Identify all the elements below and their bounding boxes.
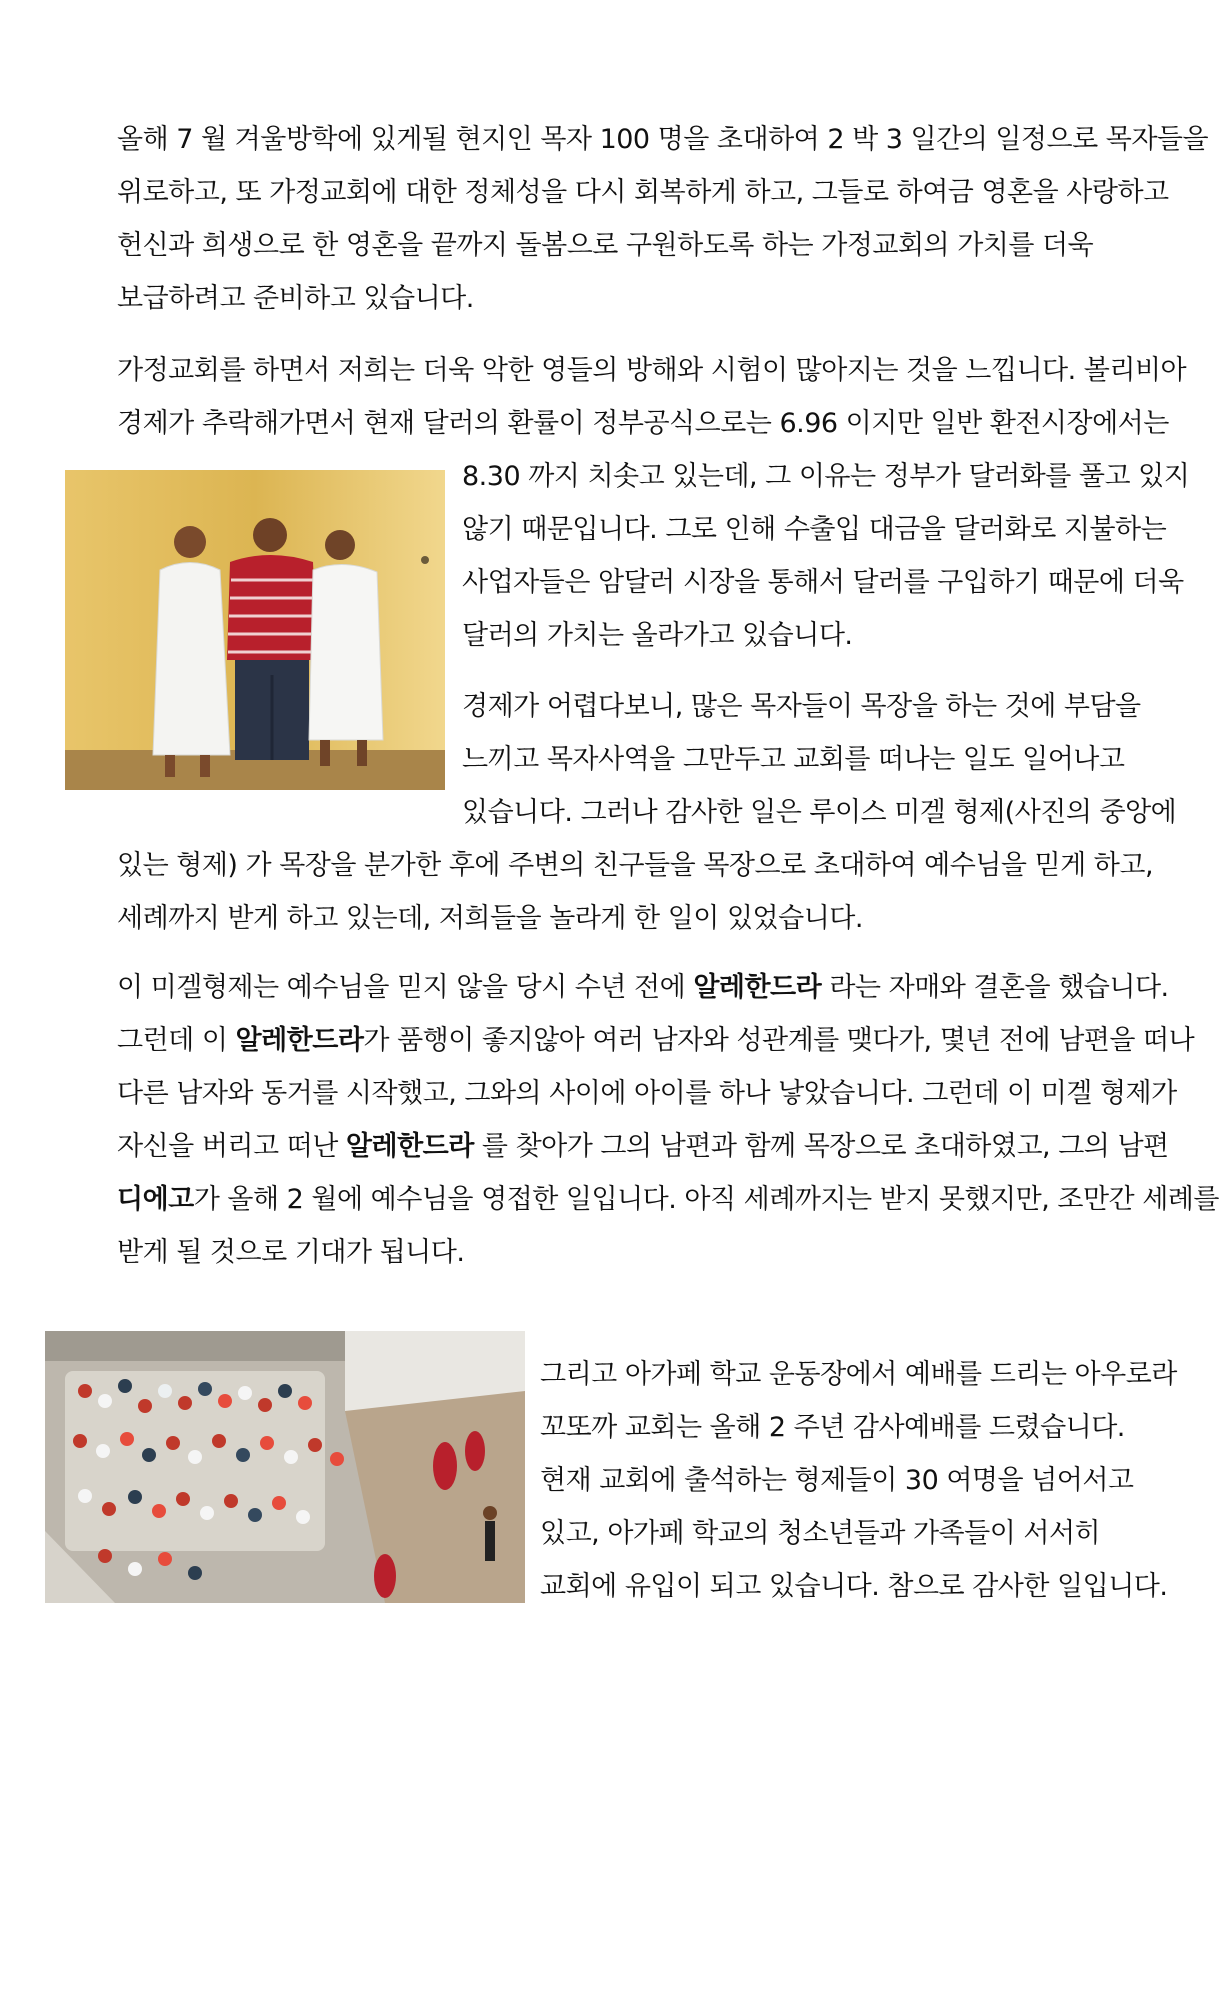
- text-line: 올해 7 월 겨울방학에 있게될 현지인 목자 100 명을 초대하여 2 박 3 일간의 일정으로 목자들을: [117, 124, 1209, 155]
- bold-name: 알레한드라: [345, 1131, 474, 1162]
- text-line: 그런데 이 알레한드라가 품행이 좋지않아 여러 남자와 성관계를 맺다가, 몇년 전에 남편을 떠나: [117, 1025, 1195, 1056]
- text-line: 디에고가 올해 2 월에 예수님을 영접한 일입니다. 아직 세례까지는 받지 못했지만, 조만간 세례를: [117, 1184, 1219, 1215]
- text-line: 꼬또까 교회는 올해 2 주년 감사예배를 드렸습니다.: [540, 1412, 1125, 1443]
- text-line: 경제가 어렵다보니, 많은 목자들이 목장을 하는 것에 부담을: [462, 691, 1141, 722]
- text-line: 받게 될 것으로 기대가 됩니다.: [117, 1237, 465, 1268]
- church-gathering-photo: [45, 1331, 525, 1603]
- text-line: 그리고 아가페 학교 운동장에서 예배를 드리는 아우로라: [540, 1359, 1177, 1390]
- text-line: 않기 때문입니다. 그로 인해 수출입 대금을 달러화로 지불하는: [462, 514, 1167, 545]
- bold-name: 디에고: [117, 1184, 194, 1215]
- text-line: 느끼고 목자사역을 그만두고 교회를 떠나는 일도 일어나고: [462, 744, 1125, 775]
- text-line: 헌신과 희생으로 한 영혼을 끝까지 돌봄으로 구원하도록 하는 가정교회의 가치를 더욱: [117, 230, 1094, 261]
- text-line: 경제가 추락해가면서 현재 달러의 환률이 정부공식으로는 6.96 이지만 일반 환전시장에서는: [117, 408, 1169, 439]
- text-line: 세례까지 받게 하고 있는데, 저희들을 놀라게 한 일이 있었습니다.: [117, 903, 863, 934]
- text-line: 있습니다. 그러나 감사한 일은 루이스 미겔 형제(사진의 중앙에: [462, 797, 1177, 828]
- three-men-photo: [65, 470, 445, 790]
- text-line: 보급하려고 준비하고 있습니다.: [117, 283, 474, 314]
- text-line: 가정교회를 하면서 저희는 더욱 악한 영들의 방해와 시험이 많아지는 것을 느낍니다. 볼리비아: [117, 355, 1187, 386]
- text-line: 현재 교회에 출석하는 형제들이 30 여명을 넘어서고: [540, 1465, 1134, 1496]
- text-line: 자신을 버리고 떠난 알레한드라 를 찾아가 그의 남편과 함께 목장으로 초대하였고, 그의 남편: [117, 1131, 1169, 1162]
- text-line: 8.30 까지 치솟고 있는데, 그 이유는 정부가 달러화를 풀고 있지: [462, 461, 1190, 492]
- text-line: 사업자들은 암달러 시장을 통해서 달러를 구입하기 때문에 더욱: [462, 567, 1184, 598]
- bold-name: 알레한드라: [235, 1025, 364, 1056]
- text-line: 있고, 아가페 학교의 청소년들과 가족들이 서서히: [540, 1518, 1101, 1549]
- text-line: 위로하고, 또 가정교회에 대한 정체성을 다시 회복하게 하고, 그들로 하여금 영혼을 사랑하고: [117, 177, 1169, 208]
- text-line: 다른 남자와 동거를 시작했고, 그와의 사이에 아이를 하나 낳았습니다. 그런데 이 미겔 형제가: [117, 1078, 1177, 1109]
- bold-name: 알레한드라: [693, 972, 822, 1003]
- text-line: 이 미겔형제는 예수님을 믿지 않을 당시 수년 전에 알레한드라 라는 자매와 결혼을 했습니다.: [117, 972, 1169, 1003]
- text-line: 달러의 가치는 올라가고 있습니다.: [462, 620, 853, 651]
- text-line: 있는 형제) 가 목장을 분가한 후에 주변의 친구들을 목장으로 초대하여 예수님을 믿게 하고,: [117, 850, 1154, 881]
- text-line: 교회에 유입이 되고 있습니다. 참으로 감사한 일입니다.: [540, 1571, 1168, 1602]
